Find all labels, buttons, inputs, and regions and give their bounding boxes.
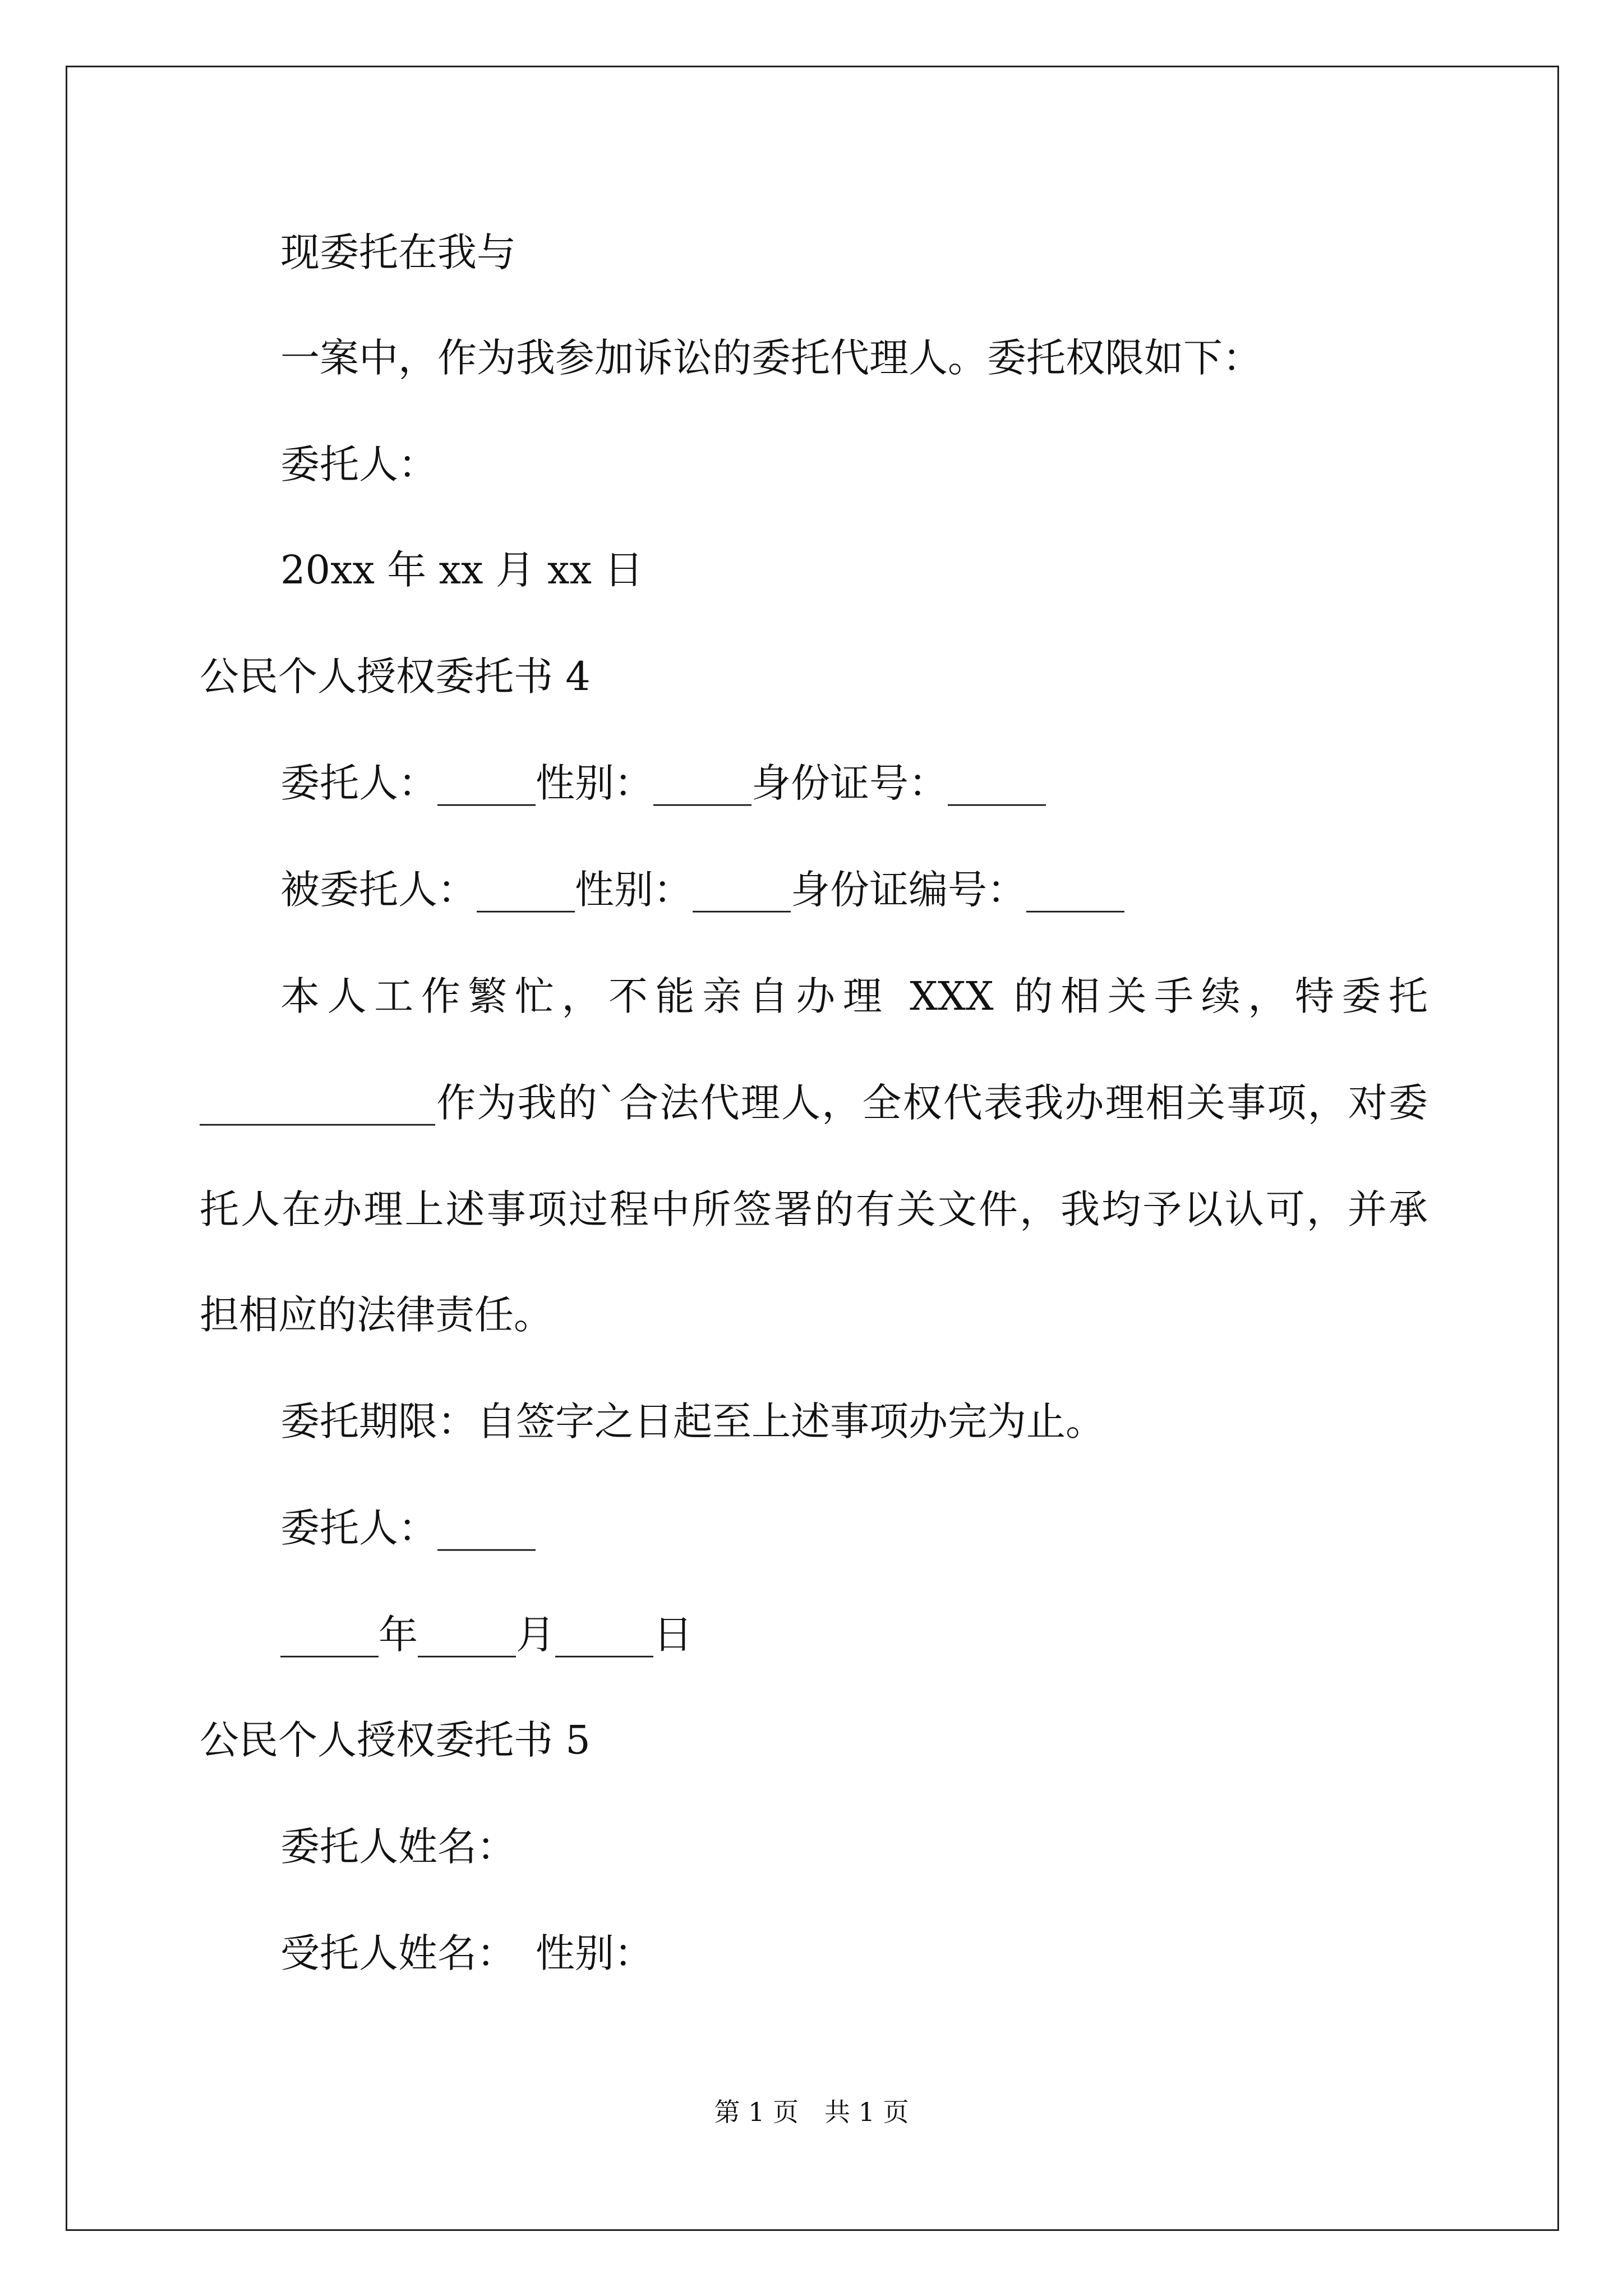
- form-line: 委托人：_____: [280, 1505, 536, 1551]
- text-line: 委托期限：自签字之日起至上述事项办完为止。: [280, 1398, 1105, 1444]
- form-line: 委托人姓名：: [280, 1824, 516, 1870]
- paragraph-line: 托人在办理上述事项过程中所签署的有关文件，我均予以认可，并承: [200, 1186, 1428, 1232]
- text-line: 一案中，作为我参加诉讼的委托代理人。委托权限如下：: [280, 335, 1262, 381]
- text-line: 委托人：: [280, 441, 437, 487]
- form-line: 被委托人：_____性别：_____身份证编号：_____: [280, 867, 1124, 913]
- paragraph-line: 本人工作繁忙，不能亲自办理 XXX 的相关手续，特委托: [280, 973, 1428, 1019]
- section-heading: 公民个人授权委托书 5: [200, 1717, 591, 1763]
- paragraph-line: ____________作为我的`合法代理人，全权代表我办理相关事项，对委: [200, 1080, 1428, 1126]
- form-line: 受托人姓名： 性别：: [280, 1930, 653, 1976]
- form-line: 委托人：_____性别：_____身份证号：_____: [280, 760, 1046, 806]
- date-line: _____年_____月_____日: [280, 1612, 693, 1658]
- paragraph-line: 担相应的法律责任。: [200, 1292, 553, 1338]
- section-heading: 公民个人授权委托书 4: [200, 654, 591, 700]
- date-line: 20xx 年 xx 月 xx 日: [280, 547, 644, 593]
- page-border: [66, 66, 1559, 2231]
- page-footer: 第 1 页 共 1 页: [714, 2097, 909, 2127]
- text-line: 现委托在我与: [280, 229, 516, 275]
